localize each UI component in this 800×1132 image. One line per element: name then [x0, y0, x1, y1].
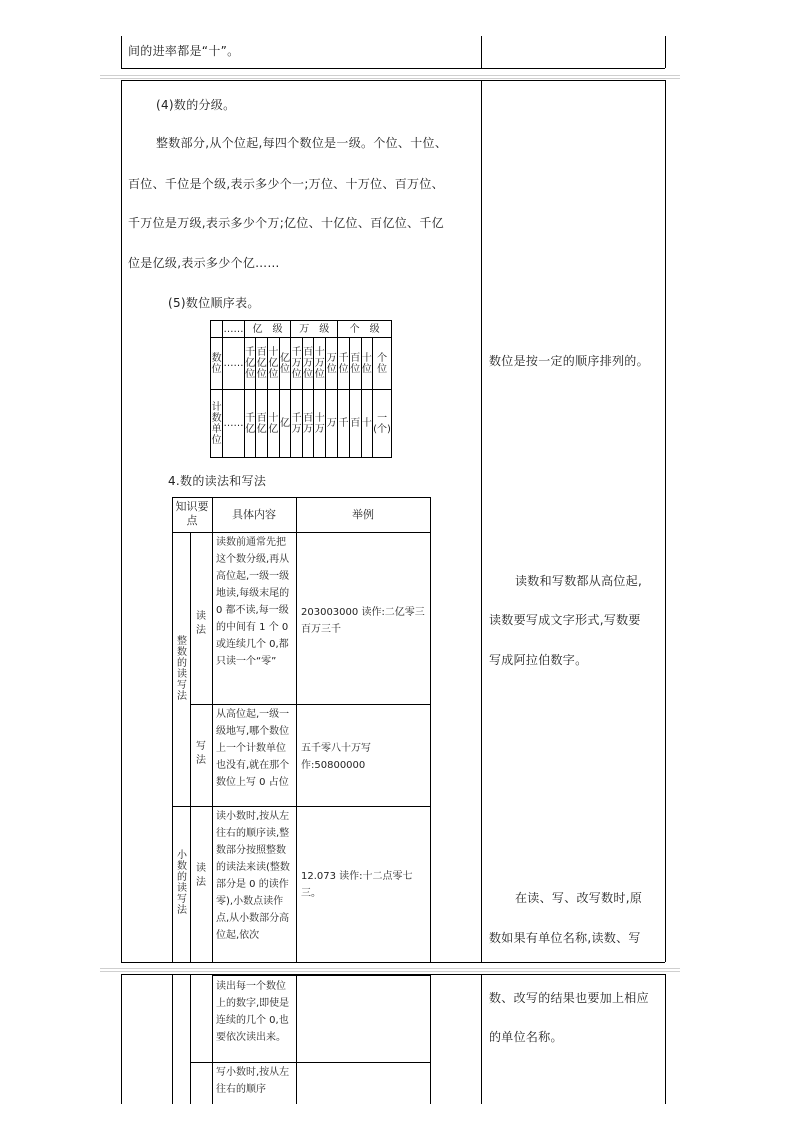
unit-cell: 十: [361, 390, 373, 458]
position-cell: 亿位: [279, 338, 291, 390]
unit-cell: 亿: [279, 390, 291, 458]
top-fragment-text: 间的进率都是“十”。: [128, 44, 240, 58]
note-read-write-3: 写成阿拉伯数字。: [489, 653, 588, 667]
digit-order-table: [210, 320, 392, 458]
section4-heading: (4)数的分级。: [156, 98, 236, 112]
unit-cell: 万: [326, 390, 338, 458]
table-corner: [211, 321, 223, 338]
unit-cell: 千: [338, 390, 350, 458]
content-read-integer: 读数前通常先把这个数分级,再从高位起,一级一级地读,每级末尾的 0 都不读,每一级的中间有 1 个 0 或连续几个 0,都只读一个“零”: [216, 537, 290, 667]
position-cell: 千万位: [291, 338, 303, 390]
unit-cell: 一(个): [373, 390, 392, 458]
integer-label: 整数的读写法: [177, 636, 187, 702]
position-cell: 千亿位: [244, 338, 256, 390]
group-wan: 万 级: [291, 321, 338, 338]
position-cell: 百亿位: [256, 338, 268, 390]
content-write-decimal: 写小数时,按从左往右的顺序: [216, 1067, 290, 1095]
position-cell: 百万位: [302, 338, 314, 390]
section4-line-2: 百位、千位是个级,表示多少个一;万位、十万位、百万位、: [128, 177, 444, 191]
content-read-decimal-continued: 读出每一个数位上的数字,即使是连续的几个 0,也要依次读出来。: [216, 981, 290, 1043]
content-read-decimal: 读小数时,按从左往右的顺序读,整数部分按照整数的读法来读(整数部分是 0 的读作零),小数点读作点,从小数部分高位起,依次: [216, 811, 290, 941]
decimal-label: 小数的读写法: [177, 850, 187, 916]
position-cell: 千位: [338, 338, 350, 390]
unit-cell: 百: [349, 390, 361, 458]
example-read-decimal: 12.073 读作:十二点零七三。: [301, 871, 413, 899]
unit-cell: 十亿: [268, 390, 280, 458]
note-read-write-2: 读数要写成文字形式,写数要: [489, 613, 641, 627]
note-units-4: 的单位名称。: [489, 1030, 563, 1044]
method-read-decimal: 读法: [196, 863, 206, 888]
section4-line-4: 位是亿级,表示多少个亿……: [128, 256, 280, 270]
position-cell: 百位: [349, 338, 361, 390]
group-ellipsis: ……: [223, 321, 245, 338]
unit-cell: 十万: [314, 390, 326, 458]
note-units-3: 数、改写的结果也要加上相应: [489, 991, 649, 1005]
method-read-integer: 读法: [196, 611, 206, 636]
example-write-integer: 五千零八十万写作:50800000: [301, 743, 371, 771]
header-example: 举例: [352, 508, 374, 521]
row-label-units: 计数单位: [211, 390, 223, 458]
unit-cell: 千万: [291, 390, 303, 458]
position-cell: 十位: [361, 338, 373, 390]
method-write-integer: 写法: [196, 741, 206, 766]
note-read-write-1: 读数和写数都从高位起,: [515, 574, 643, 588]
unit-cell: 千亿: [244, 390, 256, 458]
group-ge: 个 级: [338, 321, 392, 338]
example-read-integer: 203003000 读作:二亿零三百万三千: [301, 607, 425, 635]
note-digit-order: 数位是按一定的顺序排列的。: [489, 354, 649, 368]
row-label-positions: 数位: [211, 338, 223, 390]
section4-line-3: 千万位是万级,表示多少个万;亿位、十亿位、百亿位、千亿: [128, 216, 444, 230]
unit-cell: 百亿: [256, 390, 268, 458]
note-units-2: 数如果有单位名称,读数、写: [489, 931, 641, 945]
section5-heading: (5)数位顺序表。: [168, 296, 260, 310]
position-cell: 个位: [373, 338, 392, 390]
position-cell: 十万位: [314, 338, 326, 390]
header-knowledge-point: 知识要点: [175, 500, 209, 527]
group-yi: 亿 级: [244, 321, 290, 338]
header-content: 具体内容: [232, 508, 276, 521]
content-write-integer: 从高位起,一级一级地写,哪个数位上一个计数单位也没有,就在那个数位上写 0 占位: [216, 709, 290, 788]
position-cell: 万位: [326, 338, 338, 390]
unit-cell: ……: [223, 390, 245, 458]
position-cell: 十亿位: [268, 338, 280, 390]
unit-cell: 百万: [302, 390, 314, 458]
read-write-heading: 4.数的读法和写法: [168, 474, 267, 488]
note-units-1: 在读、写、改写数时,原: [515, 891, 643, 905]
position-cell: ……: [223, 338, 245, 390]
section4-line-1: 整数部分,从个位起,每四个数位是一级。个位、十位、: [156, 136, 448, 150]
